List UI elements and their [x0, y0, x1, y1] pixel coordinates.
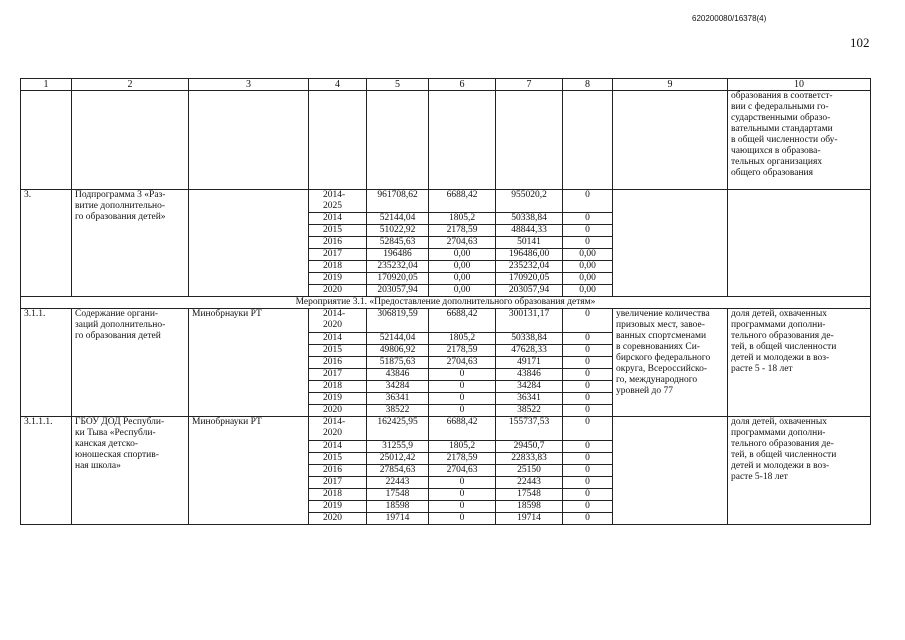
federal-cell: 6688,42: [429, 417, 496, 441]
federal-cell: 0: [429, 405, 496, 417]
year-cell: 2020: [309, 405, 367, 417]
other-cell: 0: [563, 213, 613, 225]
total-cell: 43846: [367, 369, 429, 381]
year-cell: 2017: [309, 477, 367, 489]
indicator-text: доля детей, охваченных программами дополни- тельного образования де- тей, в общей численности детей и молодежи в воз- расте 5 - 18 лет: [728, 309, 871, 417]
republic-cell: 19714: [496, 513, 563, 525]
total-cell: 27854,63: [367, 465, 429, 477]
other-cell: 0: [563, 381, 613, 393]
republic-cell: 22443: [496, 477, 563, 489]
republic-cell: 17548: [496, 489, 563, 501]
republic-cell: 49171: [496, 357, 563, 369]
item-number: 3.1.1.1.: [21, 417, 72, 525]
other-cell: 0: [563, 237, 613, 249]
total-cell: 235232,04: [367, 261, 429, 273]
federal-cell: 6688,42: [429, 190, 496, 213]
year-cell: 2014: [309, 333, 367, 345]
year-cell: 2016: [309, 237, 367, 249]
other-cell: 0: [563, 369, 613, 381]
year-cell: 2019: [309, 501, 367, 513]
year-cell: 2019: [309, 273, 367, 285]
other-cell: 0: [563, 477, 613, 489]
republic-cell: 300131,17: [496, 309, 563, 333]
republic-cell: 38522: [496, 405, 563, 417]
total-cell: 49806,92: [367, 345, 429, 357]
federal-cell: 0: [429, 393, 496, 405]
result-text: увеличение количества призовых мест, завое- ванных спортсменами в соревнованиях Си- бирского федерального округа, Всероссийско- го, международного уровней до 77: [613, 309, 728, 417]
year-cell: 2019: [309, 393, 367, 405]
republic-cell: 50338,84: [496, 333, 563, 345]
other-cell: 0: [563, 405, 613, 417]
republic-cell: 235232,04: [496, 261, 563, 273]
total-cell: 961708,62: [367, 190, 429, 213]
other-cell: 0,00: [563, 285, 613, 297]
col-header: 1: [21, 79, 72, 91]
year-cell: 2015: [309, 345, 367, 357]
indicator-text: [728, 190, 871, 297]
other-cell: 0: [563, 417, 613, 441]
other-cell: 0,00: [563, 261, 613, 273]
other-cell: 0: [563, 333, 613, 345]
total-cell: 25012,42: [367, 453, 429, 465]
total-cell: 19714: [367, 513, 429, 525]
republic-cell: 18598: [496, 501, 563, 513]
year-cell: 2020: [309, 513, 367, 525]
table-row: [21, 309, 871, 333]
other-cell: 0: [563, 453, 613, 465]
total-cell: 36341: [367, 393, 429, 405]
federal-cell: 1805,2: [429, 333, 496, 345]
other-cell: 0: [563, 393, 613, 405]
measure-title-row: [21, 297, 871, 309]
item-name: Содержание органи- заций дополнительно- го образования детей: [72, 309, 189, 417]
federal-cell: 0,00: [429, 249, 496, 261]
result-text: [613, 417, 728, 525]
other-cell: 0: [563, 501, 613, 513]
republic-cell: 50338,84: [496, 213, 563, 225]
federal-cell: 2178,59: [429, 345, 496, 357]
year-cell: 2015: [309, 225, 367, 237]
other-cell: 0: [563, 345, 613, 357]
item-name: Подпрограмма 3 «Раз- витие дополнительно- го образования детей»: [72, 190, 189, 297]
result-text: [613, 190, 728, 297]
total-cell: 203057,94: [367, 285, 429, 297]
col-header: 7: [496, 79, 563, 91]
federal-cell: 6688,42: [429, 309, 496, 333]
item-executor: Минобрнауки РТ: [189, 417, 309, 525]
year-cell: 2014: [309, 213, 367, 225]
item-number: 3.1.1.: [21, 309, 72, 417]
year-cell: 2014- 2020: [309, 417, 367, 441]
other-cell: 0: [563, 309, 613, 333]
other-cell: 0,00: [563, 273, 613, 285]
table-row: [21, 417, 871, 441]
republic-cell: 25150: [496, 465, 563, 477]
total-cell: 52144,04: [367, 213, 429, 225]
other-cell: 0: [563, 357, 613, 369]
total-cell: 170920,05: [367, 273, 429, 285]
federal-cell: 0,00: [429, 285, 496, 297]
col-header: 9: [613, 79, 728, 91]
year-cell: 2014: [309, 441, 367, 453]
year-cell: 2018: [309, 261, 367, 273]
total-cell: 52845,63: [367, 237, 429, 249]
measure-title: Мероприятие 3.1. «Предоставление дополнительного образования детям»: [21, 297, 871, 309]
other-cell: 0: [563, 441, 613, 453]
total-cell: 51022,92: [367, 225, 429, 237]
continued-row: [21, 91, 871, 190]
year-cell: 2017: [309, 249, 367, 261]
federal-cell: 0: [429, 369, 496, 381]
republic-cell: 955020,2: [496, 190, 563, 213]
other-cell: 0: [563, 190, 613, 213]
col-header: 8: [563, 79, 613, 91]
total-cell: 34284: [367, 381, 429, 393]
total-cell: 18598: [367, 501, 429, 513]
total-cell: 196486: [367, 249, 429, 261]
total-cell: 52144,04: [367, 333, 429, 345]
col-header: 5: [367, 79, 429, 91]
indicator-text: образования в соответст- вии с федеральными го- сударственными образо- вательными стандартами в общей численности обу- чающихся в образова- тельных организациях общего образования: [728, 91, 871, 190]
total-cell: 38522: [367, 405, 429, 417]
federal-cell: 1805,2: [429, 213, 496, 225]
year-cell: 2014- 2025: [309, 190, 367, 213]
federal-cell: 0,00: [429, 261, 496, 273]
republic-cell: 203057,94: [496, 285, 563, 297]
year-cell: 2018: [309, 381, 367, 393]
table-row: [21, 190, 871, 213]
col-header: 2: [72, 79, 189, 91]
federal-cell: 2178,59: [429, 453, 496, 465]
year-cell: 2017: [309, 369, 367, 381]
page-number: 102: [850, 35, 870, 50]
federal-cell: 0: [429, 489, 496, 501]
item-executor: [189, 190, 309, 297]
program-table: [20, 78, 871, 525]
year-cell: 2016: [309, 357, 367, 369]
republic-cell: 50141: [496, 237, 563, 249]
column-header-row: [21, 79, 871, 91]
col-header: 6: [429, 79, 496, 91]
item-name: ГБОУ ДОД Республи- ки Тыва «Республи- канская детско- юношеская спортив- ная школа»: [72, 417, 189, 525]
other-cell: 0: [563, 513, 613, 525]
federal-cell: 1805,2: [429, 441, 496, 453]
total-cell: 51875,63: [367, 357, 429, 369]
federal-cell: 2178,59: [429, 225, 496, 237]
total-cell: 22443: [367, 477, 429, 489]
year-cell: 2014- 2020: [309, 309, 367, 333]
republic-cell: 43846: [496, 369, 563, 381]
col-header: 3: [189, 79, 309, 91]
other-cell: 0: [563, 225, 613, 237]
col-header: 10: [728, 79, 871, 91]
federal-cell: 2704,63: [429, 237, 496, 249]
item-executor: Минобрнауки РТ: [189, 309, 309, 417]
republic-cell: 196486,00: [496, 249, 563, 261]
total-cell: 162425,95: [367, 417, 429, 441]
republic-cell: 36341: [496, 393, 563, 405]
year-cell: 2020: [309, 285, 367, 297]
year-cell: 2016: [309, 465, 367, 477]
document-id: 620200080/16378(4): [692, 14, 767, 23]
year-cell: 2015: [309, 453, 367, 465]
republic-cell: 29450,7: [496, 441, 563, 453]
federal-cell: 2704,63: [429, 465, 496, 477]
federal-cell: 0: [429, 513, 496, 525]
other-cell: 0: [563, 465, 613, 477]
federal-cell: 0,00: [429, 273, 496, 285]
republic-cell: 47628,33: [496, 345, 563, 357]
year-cell: 2018: [309, 489, 367, 501]
republic-cell: 155737,53: [496, 417, 563, 441]
other-cell: 0: [563, 489, 613, 501]
indicator-text: доля детей, охваченных программами дополни- тельного образования де- тей, в общей численности детей и молодежи в воз- расте 5-18 лет: [728, 417, 871, 525]
federal-cell: 0: [429, 477, 496, 489]
federal-cell: 0: [429, 501, 496, 513]
total-cell: 31255,9: [367, 441, 429, 453]
republic-cell: 22833,83: [496, 453, 563, 465]
republic-cell: 34284: [496, 381, 563, 393]
total-cell: 17548: [367, 489, 429, 501]
col-header: 4: [309, 79, 367, 91]
republic-cell: 170920,05: [496, 273, 563, 285]
federal-cell: 0: [429, 381, 496, 393]
item-number: 3.: [21, 190, 72, 297]
total-cell: 306819,59: [367, 309, 429, 333]
federal-cell: 2704,63: [429, 357, 496, 369]
republic-cell: 48844,33: [496, 225, 563, 237]
other-cell: 0,00: [563, 249, 613, 261]
